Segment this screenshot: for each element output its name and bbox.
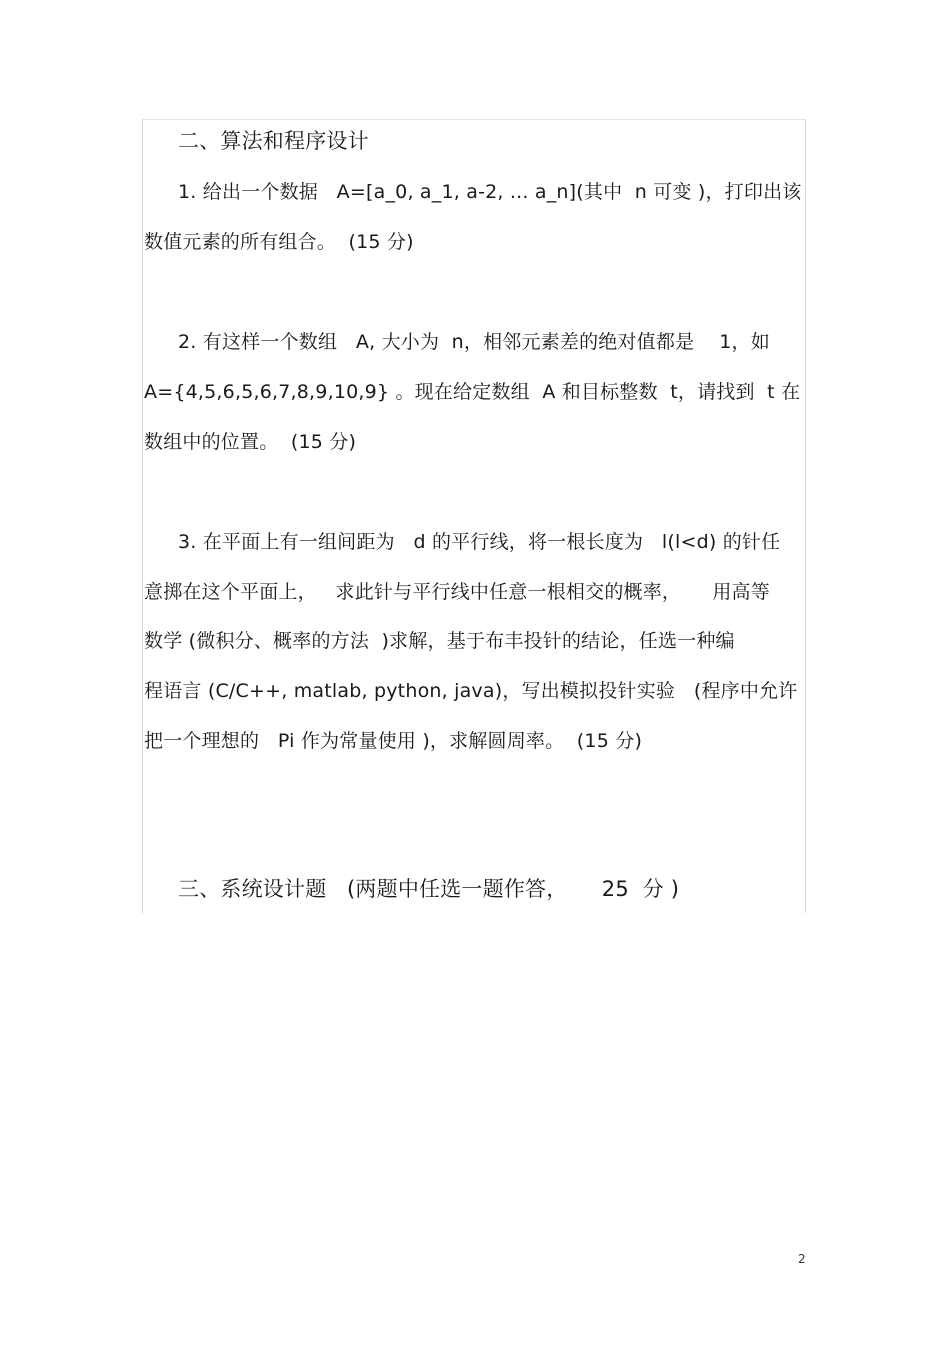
question-2-line-3: 数组中的位置。 (15 分) bbox=[144, 431, 357, 453]
question-2-line-2: A={4,5,6,5,6,7,8,9,10,9} 。现在给定数组 A 和目标整数 t，请找到 t 在 bbox=[144, 381, 801, 403]
question-1-line-1: 1. 给出一个数据 A=[a_0, a_1, a-2, ... a_n](其中 n 可变 )，打印出该 bbox=[178, 181, 802, 203]
question-3-line-5: 把一个理想的 Pi 作为常量使用 )，求解圆周率。 (15 分) bbox=[144, 730, 643, 752]
section-2-heading: 二、算法和程序设计 bbox=[178, 129, 369, 153]
question-2-line-1: 2. 有这样一个数组 A, 大小为 n，相邻元素差的绝对值都是 1，如 bbox=[178, 331, 770, 353]
question-3-line-2: 意掷在这个平面上， 求此针与平行线中任意一根相交的概率， 用高等 bbox=[144, 581, 770, 603]
question-3-line-3: 数学 (微积分、概率的方法 )求解，基于布丰投针的结论，任选一种编 bbox=[144, 630, 735, 652]
section-3-heading: 三、系统设计题 (两题中任选一题作答， 25 分 ) bbox=[178, 877, 680, 901]
page-number: 2 bbox=[798, 1252, 806, 1266]
question-3-line-4: 程语言 (C/C++, matlab, python, java)，写出模拟投针实验 (程序中允许 bbox=[144, 680, 798, 702]
question-3-line-1: 3. 在平面上有一组间距为 d 的平行线，将一根长度为 l(l<d) 的针任 bbox=[178, 531, 781, 553]
question-1-line-2: 数值元素的所有组合。 (15 分) bbox=[144, 231, 414, 253]
